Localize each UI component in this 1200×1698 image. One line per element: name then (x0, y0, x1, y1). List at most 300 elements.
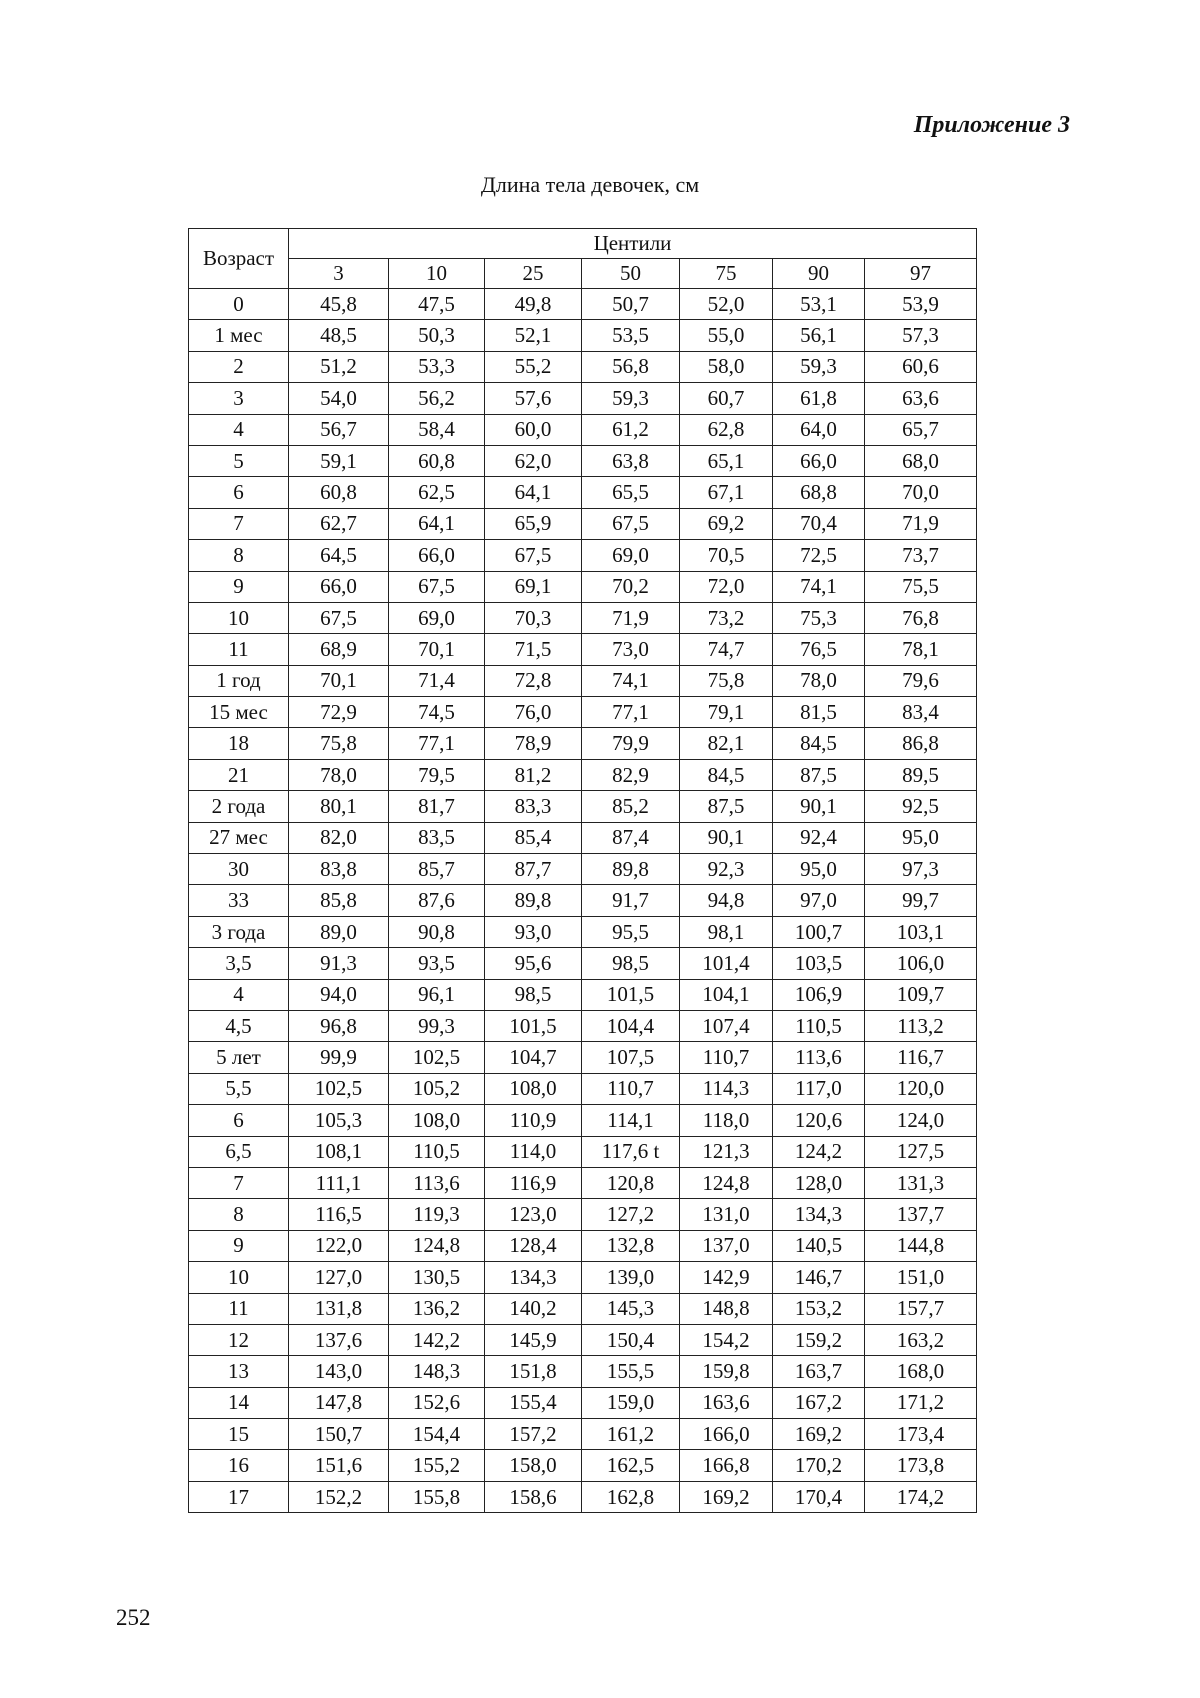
value-cell: 103,5 (773, 948, 865, 979)
table-row (189, 1419, 977, 1450)
value-cell: 63,8 (582, 445, 680, 476)
table-row (189, 540, 977, 571)
value-cell: 64,1 (389, 508, 485, 539)
value-cell: 87,4 (582, 822, 680, 853)
value-cell: 68,8 (773, 477, 865, 508)
value-cell: 101,5 (582, 979, 680, 1010)
value-cell: 72,9 (289, 697, 389, 728)
value-cell: 100,7 (773, 916, 865, 947)
value-cell: 76,5 (773, 634, 865, 665)
table-row (189, 445, 977, 476)
value-cell: 174,2 (865, 1481, 977, 1512)
table-row (189, 791, 977, 822)
value-cell: 78,0 (289, 759, 389, 790)
value-cell: 64,1 (485, 477, 582, 508)
centile-group-header: Центили (289, 229, 977, 259)
value-cell: 155,4 (485, 1387, 582, 1418)
value-cell: 108,1 (289, 1136, 389, 1167)
value-cell: 96,1 (389, 979, 485, 1010)
age-cell: 15 мес (189, 697, 289, 728)
value-cell: 99,3 (389, 1010, 485, 1041)
value-cell: 169,2 (773, 1419, 865, 1450)
value-cell: 108,0 (389, 1105, 485, 1136)
value-cell: 90,8 (389, 916, 485, 947)
value-cell: 66,0 (289, 571, 389, 602)
value-cell: 124,8 (680, 1167, 773, 1198)
value-cell: 105,3 (289, 1105, 389, 1136)
value-cell: 60,8 (289, 477, 389, 508)
value-cell: 60,8 (389, 445, 485, 476)
value-cell: 157,7 (865, 1293, 977, 1324)
table-row (189, 508, 977, 539)
value-cell: 73,0 (582, 634, 680, 665)
value-cell: 120,8 (582, 1167, 680, 1198)
age-cell: 6,5 (189, 1136, 289, 1167)
value-cell: 70,0 (865, 477, 977, 508)
table-row (189, 979, 977, 1010)
value-cell: 67,1 (680, 477, 773, 508)
value-cell: 60,6 (865, 351, 977, 382)
value-cell: 90,1 (773, 791, 865, 822)
value-cell: 107,4 (680, 1010, 773, 1041)
value-cell: 110,5 (389, 1136, 485, 1167)
value-cell: 81,2 (485, 759, 582, 790)
centile-header-50: 50 (582, 259, 680, 289)
value-cell: 87,5 (773, 759, 865, 790)
table-row (189, 1167, 977, 1198)
value-cell: 137,7 (865, 1199, 977, 1230)
value-cell: 159,2 (773, 1324, 865, 1355)
value-cell: 108,0 (485, 1073, 582, 1104)
value-cell: 121,3 (680, 1136, 773, 1167)
age-cell: 27 мес (189, 822, 289, 853)
value-cell: 67,5 (582, 508, 680, 539)
value-cell: 70,4 (773, 508, 865, 539)
value-cell: 95,5 (582, 916, 680, 947)
value-cell: 72,8 (485, 665, 582, 696)
value-cell: 53,3 (389, 351, 485, 382)
value-cell: 69,0 (582, 540, 680, 571)
value-cell: 81,5 (773, 697, 865, 728)
age-cell: 21 (189, 759, 289, 790)
table-row (189, 665, 977, 696)
value-cell: 113,2 (865, 1010, 977, 1041)
value-cell: 89,0 (289, 916, 389, 947)
age-cell: 10 (189, 602, 289, 633)
value-cell: 171,2 (865, 1387, 977, 1418)
age-cell: 4 (189, 979, 289, 1010)
value-cell: 72,0 (680, 571, 773, 602)
value-cell: 76,8 (865, 602, 977, 633)
value-cell: 65,9 (485, 508, 582, 539)
value-cell: 75,3 (773, 602, 865, 633)
value-cell: 120,0 (865, 1073, 977, 1104)
value-cell: 131,3 (865, 1167, 977, 1198)
value-cell: 74,1 (773, 571, 865, 602)
age-cell: 5 (189, 445, 289, 476)
table-row (189, 1010, 977, 1041)
value-cell: 163,2 (865, 1324, 977, 1355)
table-row (189, 1105, 977, 1136)
value-cell: 145,3 (582, 1293, 680, 1324)
value-cell: 166,8 (680, 1450, 773, 1481)
value-cell: 137,6 (289, 1324, 389, 1355)
age-cell: 11 (189, 634, 289, 665)
value-cell: 69,1 (485, 571, 582, 602)
age-cell: 8 (189, 1199, 289, 1230)
value-cell: 56,2 (389, 383, 485, 414)
value-cell: 114,0 (485, 1136, 582, 1167)
value-cell: 94,8 (680, 885, 773, 916)
value-cell: 162,5 (582, 1450, 680, 1481)
age-cell: 9 (189, 1230, 289, 1261)
table-caption: Длина тела девочек, см (480, 172, 700, 197)
value-cell: 142,2 (389, 1324, 485, 1355)
age-cell: 5,5 (189, 1073, 289, 1104)
age-cell: 17 (189, 1481, 289, 1512)
value-cell: 142,9 (680, 1262, 773, 1293)
value-cell: 118,0 (680, 1105, 773, 1136)
value-cell: 104,4 (582, 1010, 680, 1041)
value-cell: 66,0 (773, 445, 865, 476)
value-cell: 50,3 (389, 320, 485, 351)
value-cell: 83,8 (289, 854, 389, 885)
value-cell: 110,7 (582, 1073, 680, 1104)
value-cell: 134,3 (773, 1199, 865, 1230)
value-cell: 99,7 (865, 885, 977, 916)
value-cell: 83,5 (389, 822, 485, 853)
value-cell: 147,8 (289, 1387, 389, 1418)
table-row (189, 351, 977, 382)
value-cell: 59,1 (289, 445, 389, 476)
value-cell: 148,3 (389, 1356, 485, 1387)
value-cell: 56,8 (582, 351, 680, 382)
value-cell: 71,4 (389, 665, 485, 696)
value-cell: 92,5 (865, 791, 977, 822)
value-cell: 170,2 (773, 1450, 865, 1481)
value-cell: 74,1 (582, 665, 680, 696)
value-cell: 79,6 (865, 665, 977, 696)
value-cell: 123,0 (485, 1199, 582, 1230)
value-cell: 113,6 (389, 1167, 485, 1198)
value-cell: 79,1 (680, 697, 773, 728)
value-cell: 68,0 (865, 445, 977, 476)
age-cell: 33 (189, 885, 289, 916)
value-cell: 47,5 (389, 289, 485, 320)
value-cell: 58,0 (680, 351, 773, 382)
value-cell: 79,9 (582, 728, 680, 759)
age-cell: 10 (189, 1262, 289, 1293)
age-cell: 5 лет (189, 1042, 289, 1073)
value-cell: 92,3 (680, 854, 773, 885)
value-cell: 120,6 (773, 1105, 865, 1136)
value-cell: 110,9 (485, 1105, 582, 1136)
value-cell: 58,4 (389, 414, 485, 445)
value-cell: 70,2 (582, 571, 680, 602)
table-row (189, 948, 977, 979)
value-cell: 97,3 (865, 854, 977, 885)
value-cell: 57,3 (865, 320, 977, 351)
value-cell: 75,5 (865, 571, 977, 602)
centile-table (188, 228, 977, 1513)
value-cell: 114,3 (680, 1073, 773, 1104)
value-cell: 154,2 (680, 1324, 773, 1355)
value-cell: 84,5 (680, 759, 773, 790)
value-cell: 151,0 (865, 1262, 977, 1293)
value-cell: 51,2 (289, 351, 389, 382)
value-cell: 76,0 (485, 697, 582, 728)
value-cell: 75,8 (289, 728, 389, 759)
value-cell: 67,5 (485, 540, 582, 571)
table-row (189, 602, 977, 633)
value-cell: 79,5 (389, 759, 485, 790)
value-cell: 85,8 (289, 885, 389, 916)
value-cell: 144,8 (865, 1230, 977, 1261)
table-row (189, 414, 977, 445)
table-row (189, 1324, 977, 1355)
centile-header-90: 90 (773, 259, 865, 289)
value-cell: 131,8 (289, 1293, 389, 1324)
value-cell: 98,1 (680, 916, 773, 947)
table-row (189, 1450, 977, 1481)
value-cell: 143,0 (289, 1356, 389, 1387)
value-cell: 53,9 (865, 289, 977, 320)
value-cell: 78,0 (773, 665, 865, 696)
value-cell: 59,3 (773, 351, 865, 382)
table-row (189, 477, 977, 508)
table-row (189, 1042, 977, 1073)
value-cell: 137,0 (680, 1230, 773, 1261)
value-cell: 106,9 (773, 979, 865, 1010)
value-cell: 127,5 (865, 1136, 977, 1167)
value-cell: 81,7 (389, 791, 485, 822)
value-cell: 78,1 (865, 634, 977, 665)
value-cell: 114,1 (582, 1105, 680, 1136)
value-cell: 163,6 (680, 1387, 773, 1418)
value-cell: 150,4 (582, 1324, 680, 1355)
table-row (189, 1136, 977, 1167)
centile-header-3: 3 (289, 259, 389, 289)
value-cell: 110,5 (773, 1010, 865, 1041)
value-cell: 61,2 (582, 414, 680, 445)
value-cell: 127,0 (289, 1262, 389, 1293)
value-cell: 124,0 (865, 1105, 977, 1136)
table-row (189, 383, 977, 414)
value-cell: 167,2 (773, 1387, 865, 1418)
value-cell: 77,1 (389, 728, 485, 759)
centile-values-row (189, 259, 977, 289)
age-cell: 6 (189, 477, 289, 508)
value-cell: 127,2 (582, 1199, 680, 1230)
value-cell: 97,0 (773, 885, 865, 916)
value-cell: 155,2 (389, 1450, 485, 1481)
age-cell: 14 (189, 1387, 289, 1418)
value-cell: 65,5 (582, 477, 680, 508)
value-cell: 95,0 (773, 854, 865, 885)
value-cell: 89,8 (582, 854, 680, 885)
value-cell: 152,6 (389, 1387, 485, 1418)
age-cell: 16 (189, 1450, 289, 1481)
age-cell: 1 год (189, 665, 289, 696)
value-cell: 169,2 (680, 1481, 773, 1512)
value-cell: 49,8 (485, 289, 582, 320)
value-cell: 60,0 (485, 414, 582, 445)
value-cell: 73,7 (865, 540, 977, 571)
table-row (189, 1293, 977, 1324)
value-cell: 55,2 (485, 351, 582, 382)
value-cell: 62,0 (485, 445, 582, 476)
value-cell: 119,3 (389, 1199, 485, 1230)
value-cell: 87,7 (485, 854, 582, 885)
value-cell: 104,7 (485, 1042, 582, 1073)
table-row (189, 1262, 977, 1293)
value-cell: 94,0 (289, 979, 389, 1010)
value-cell: 151,6 (289, 1450, 389, 1481)
value-cell: 140,2 (485, 1293, 582, 1324)
value-cell: 74,5 (389, 697, 485, 728)
value-cell: 140,5 (773, 1230, 865, 1261)
value-cell: 102,5 (289, 1073, 389, 1104)
value-cell: 71,9 (865, 508, 977, 539)
value-cell: 152,2 (289, 1481, 389, 1512)
age-column-header: Возраст (189, 229, 289, 289)
value-cell: 86,8 (865, 728, 977, 759)
value-cell: 65,1 (680, 445, 773, 476)
value-cell: 89,8 (485, 885, 582, 916)
value-cell: 70,1 (289, 665, 389, 696)
table-row (189, 1230, 977, 1261)
value-cell: 50,7 (582, 289, 680, 320)
value-cell: 173,4 (865, 1419, 977, 1450)
age-cell: 9 (189, 571, 289, 602)
centile-header-97: 97 (865, 259, 977, 289)
value-cell: 128,4 (485, 1230, 582, 1261)
value-cell: 77,1 (582, 697, 680, 728)
value-cell: 168,0 (865, 1356, 977, 1387)
value-cell: 63,6 (865, 383, 977, 414)
value-cell: 70,3 (485, 602, 582, 633)
value-cell: 64,0 (773, 414, 865, 445)
age-cell: 4 (189, 414, 289, 445)
value-cell: 73,2 (680, 602, 773, 633)
value-cell: 101,4 (680, 948, 773, 979)
age-cell: 7 (189, 1167, 289, 1198)
value-cell: 52,0 (680, 289, 773, 320)
age-cell: 0 (189, 289, 289, 320)
value-cell: 116,5 (289, 1199, 389, 1230)
value-cell: 155,8 (389, 1481, 485, 1512)
value-cell: 85,2 (582, 791, 680, 822)
value-cell: 102,5 (389, 1042, 485, 1073)
value-cell: 153,2 (773, 1293, 865, 1324)
age-cell: 2 (189, 351, 289, 382)
value-cell: 66,0 (389, 540, 485, 571)
value-cell: 170,4 (773, 1481, 865, 1512)
value-cell: 132,8 (582, 1230, 680, 1261)
age-cell: 4,5 (189, 1010, 289, 1041)
value-cell: 98,5 (485, 979, 582, 1010)
value-cell: 65,7 (865, 414, 977, 445)
value-cell: 103,1 (865, 916, 977, 947)
value-cell: 158,0 (485, 1450, 582, 1481)
value-cell: 104,1 (680, 979, 773, 1010)
value-cell: 110,7 (680, 1042, 773, 1073)
age-cell: 18 (189, 728, 289, 759)
value-cell: 91,3 (289, 948, 389, 979)
value-cell: 72,5 (773, 540, 865, 571)
table-row (189, 634, 977, 665)
value-cell: 69,0 (389, 602, 485, 633)
table-row (189, 728, 977, 759)
value-cell: 82,0 (289, 822, 389, 853)
centile-header-25: 25 (485, 259, 582, 289)
value-cell: 90,1 (680, 822, 773, 853)
value-cell: 87,5 (680, 791, 773, 822)
value-cell: 109,7 (865, 979, 977, 1010)
value-cell: 92,4 (773, 822, 865, 853)
value-cell: 96,8 (289, 1010, 389, 1041)
table-row (189, 1073, 977, 1104)
value-cell: 157,2 (485, 1419, 582, 1450)
table-body (189, 289, 977, 1513)
value-cell: 105,2 (389, 1073, 485, 1104)
value-cell: 116,7 (865, 1042, 977, 1073)
value-cell: 93,5 (389, 948, 485, 979)
value-cell: 71,5 (485, 634, 582, 665)
value-cell: 54,0 (289, 383, 389, 414)
value-cell: 80,1 (289, 791, 389, 822)
table-row (189, 1356, 977, 1387)
page-number: 252 (116, 1605, 151, 1630)
value-cell: 124,2 (773, 1136, 865, 1167)
table-row (189, 320, 977, 351)
age-cell: 6 (189, 1105, 289, 1136)
value-cell: 69,2 (680, 508, 773, 539)
value-cell: 155,5 (582, 1356, 680, 1387)
value-cell: 53,1 (773, 289, 865, 320)
value-cell: 159,0 (582, 1387, 680, 1418)
value-cell: 131,0 (680, 1199, 773, 1230)
table-row (189, 1481, 977, 1512)
value-cell: 57,6 (485, 383, 582, 414)
value-cell: 95,6 (485, 948, 582, 979)
value-cell: 85,4 (485, 822, 582, 853)
value-cell: 146,7 (773, 1262, 865, 1293)
value-cell: 55,0 (680, 320, 773, 351)
value-cell: 145,9 (485, 1324, 582, 1355)
value-cell: 64,5 (289, 540, 389, 571)
value-cell: 75,8 (680, 665, 773, 696)
value-cell: 161,2 (582, 1419, 680, 1450)
value-cell: 67,5 (389, 571, 485, 602)
value-cell: 101,5 (485, 1010, 582, 1041)
value-cell: 162,8 (582, 1481, 680, 1512)
value-cell: 166,0 (680, 1419, 773, 1450)
value-cell: 173,8 (865, 1450, 977, 1481)
value-cell: 93,0 (485, 916, 582, 947)
value-cell: 85,7 (389, 854, 485, 885)
value-cell: 74,7 (680, 634, 773, 665)
table-row (189, 822, 977, 853)
value-cell: 95,0 (865, 822, 977, 853)
value-cell: 68,9 (289, 634, 389, 665)
value-cell: 53,5 (582, 320, 680, 351)
value-cell: 148,8 (680, 1293, 773, 1324)
value-cell: 48,5 (289, 320, 389, 351)
value-cell: 70,5 (680, 540, 773, 571)
value-cell: 124,8 (389, 1230, 485, 1261)
value-cell: 99,9 (289, 1042, 389, 1073)
